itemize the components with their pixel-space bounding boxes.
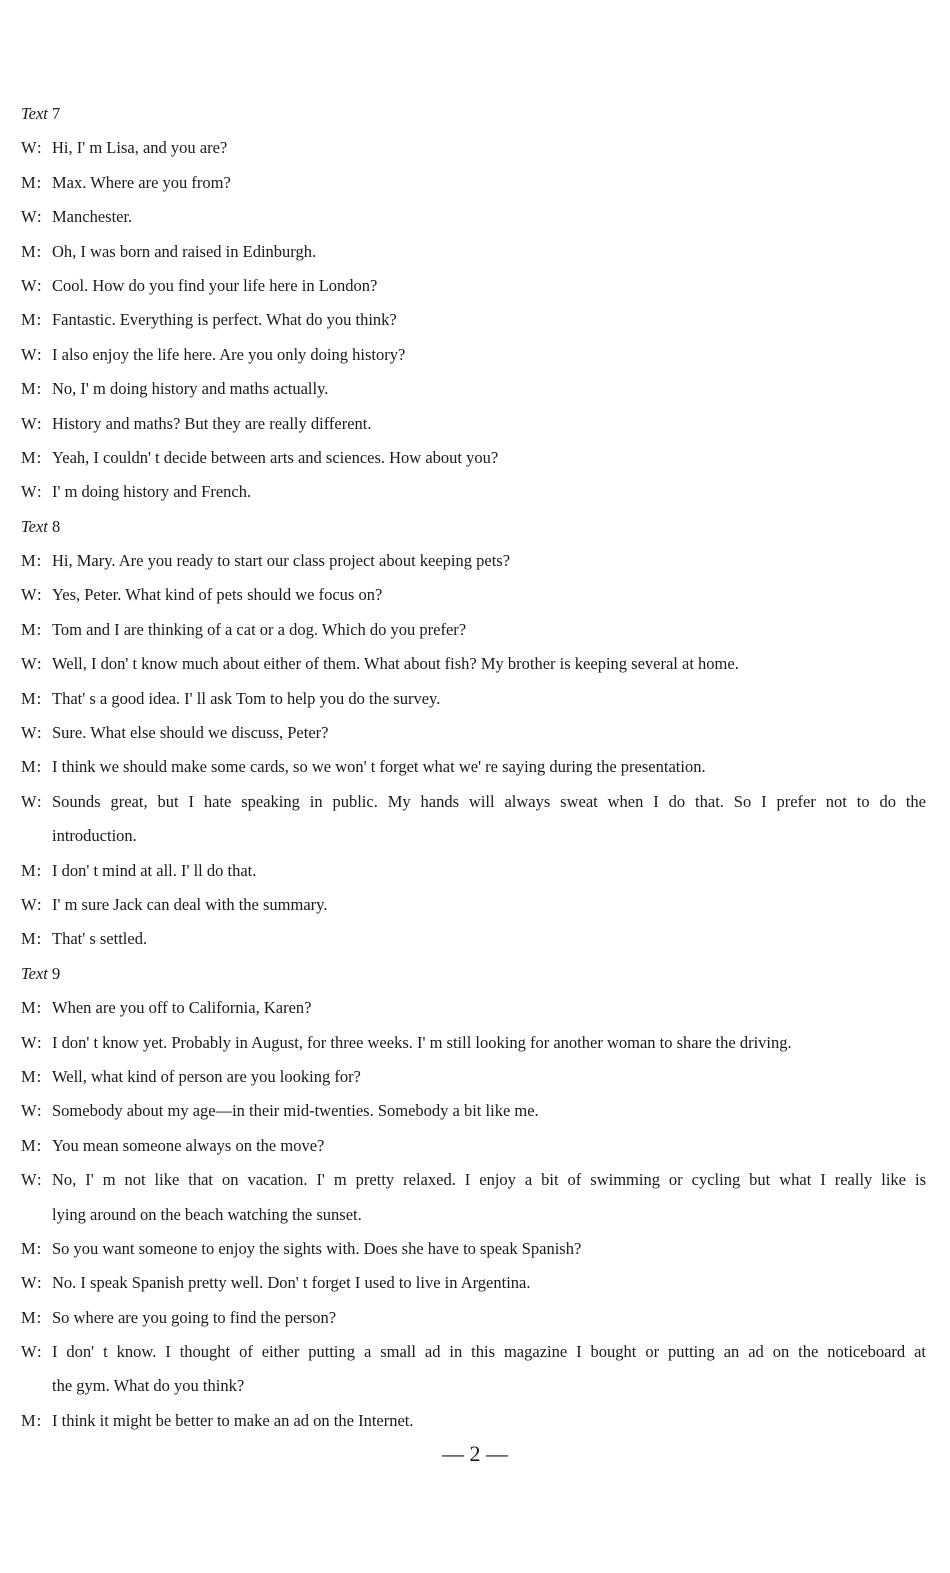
speaker-label: M: <box>21 551 43 571</box>
dialogue-line <box>0 303 950 337</box>
dialogue-text: History and maths? But they are really different. <box>52 413 372 433</box>
speaker-label: M: <box>21 757 43 777</box>
speaker-label: W: <box>21 585 43 605</box>
dialogue-text: No, I' m doing history and maths actually. <box>52 379 329 399</box>
dialogue-line <box>0 578 950 612</box>
speaker-label: W: <box>21 207 43 227</box>
speaker-label: W: <box>21 654 43 674</box>
speaker-label: W: <box>21 344 43 364</box>
section-title-label: Text <box>21 516 48 536</box>
dialogue-line <box>0 613 950 647</box>
dialogue-text: I think it might be better to make an ad on the Internet. <box>52 1410 414 1430</box>
speaker-label: M: <box>21 1307 43 1327</box>
dialogue-text: Oh, I was born and raised in Edinburgh. <box>52 241 317 261</box>
speaker-label: W: <box>21 791 43 811</box>
dialogue-text: Max. Where are you from? <box>52 172 231 192</box>
speaker-label: M: <box>21 860 43 880</box>
dialogue-line <box>0 1094 950 1128</box>
speaker-label: W: <box>21 723 43 743</box>
dialogue-line <box>0 854 950 888</box>
dialogue-line <box>0 475 950 509</box>
speaker-label: M: <box>21 619 43 639</box>
dialogue-line <box>0 269 950 303</box>
dialogue-text: I don' t mind at all. I' ll do that. <box>52 860 257 880</box>
dialogue-text: Tom and I are thinking of a cat or a dog. Which do you prefer? <box>52 619 467 639</box>
dialogue-text: I don' t know yet. Probably in August, for three weeks. I' m still looking for another woman to share the driving. <box>52 1032 792 1052</box>
dialogue-text: Hi, Mary. Are you ready to start our class project about keeping pets? <box>52 551 511 571</box>
section-title-label: Text <box>21 963 48 983</box>
dialogue-line <box>0 1335 950 1369</box>
dialogue-line <box>0 750 950 784</box>
dialogue-line <box>0 441 950 475</box>
dialogue-line <box>0 1129 950 1163</box>
speaker-label: M: <box>21 1238 43 1258</box>
section-title <box>0 97 950 131</box>
dialogue-line <box>0 235 950 269</box>
speaker-label: W: <box>21 894 43 914</box>
transcript-page <box>0 97 950 1438</box>
speaker-label: M: <box>21 998 43 1018</box>
dialogue-text: So where are you going to find the person? <box>52 1307 337 1327</box>
dialogue-text: No, I' m not like that on vacation. I' m pretty relaxed. I enjoy a bit of swimming or cycling but what I really like is <box>52 1170 926 1190</box>
dialogue-text: Sure. What else should we discuss, Peter? <box>52 723 329 743</box>
dialogue-text: Well, I don' t know much about either of them. What about fish? My brother is keeping several at home. <box>52 654 739 674</box>
dialogue-text: I' m sure Jack can deal with the summary. <box>52 894 328 914</box>
section-number: 8 <box>52 516 61 536</box>
dialogue-line <box>0 888 950 922</box>
dialogue-text: I think we should make some cards, so we won' t forget what we' re saying during the presentation. <box>52 757 706 777</box>
speaker-label: M: <box>21 1410 43 1430</box>
dialogue-text: Yes, Peter. What kind of pets should we focus on? <box>52 585 383 605</box>
dialogue-text: I don' t know. I thought of either putting a small ad in this magazine I bought or putting an ad on the noticeboard at <box>52 1342 926 1362</box>
dialogue-line <box>0 1163 950 1197</box>
dialogue-line <box>0 544 950 578</box>
dialogue-line <box>0 372 950 406</box>
speaker-label: M: <box>21 447 43 467</box>
speaker-label: M: <box>21 241 43 261</box>
speaker-label: W: <box>21 1170 43 1190</box>
dialogue-text: Cool. How do you find your life here in London? <box>52 275 378 295</box>
dialogue-text: Yeah, I couldn' t decide between arts and sciences. How about you? <box>52 447 499 467</box>
speaker-label: M: <box>21 1135 43 1155</box>
dialogue-text: When are you off to California, Karen? <box>52 998 312 1018</box>
dialogue-text: No. I speak Spanish pretty well. Don' t forget I used to live in Argentina. <box>52 1273 531 1293</box>
dialogue-line-continuation <box>0 1198 950 1232</box>
dialogue-line-continuation <box>0 819 950 853</box>
speaker-label: W: <box>21 1032 43 1052</box>
speaker-label: W: <box>21 1101 43 1121</box>
section-title <box>0 957 950 991</box>
dialogue-text: Somebody about my age—in their mid-twenties. Somebody a bit like me. <box>52 1101 539 1121</box>
dialogue-line <box>0 647 950 681</box>
dialogue-line <box>0 1232 950 1266</box>
dialogue-text: Fantastic. Everything is perfect. What do you think? <box>52 310 397 330</box>
page-number: — 2 — <box>442 1441 508 1466</box>
dialogue-text: I also enjoy the life here. Are you only doing history? <box>52 344 406 364</box>
dialogue-line <box>0 716 950 750</box>
section-title <box>0 510 950 544</box>
dialogue-line <box>0 338 950 372</box>
dialogue-line <box>0 200 950 234</box>
dialogue-text: That' s a good idea. I' ll ask Tom to help you do the survey. <box>52 688 441 708</box>
dialogue-text: Hi, I' m Lisa, and you are? <box>52 138 228 158</box>
dialogue-text: So you want someone to enjoy the sights with. Does she have to speak Spanish? <box>52 1238 582 1258</box>
dialogue-text: Manchester. <box>52 207 133 227</box>
speaker-label: M: <box>21 172 43 192</box>
dialogue-text: You mean someone always on the move? <box>52 1135 325 1155</box>
speaker-label: M: <box>21 929 43 949</box>
dialogue-line-continuation <box>0 1369 950 1403</box>
section-number: 7 <box>52 104 61 123</box>
speaker-label: M: <box>21 1066 43 1086</box>
dialogue-text: I' m doing history and French. <box>52 482 252 502</box>
dialogue-line <box>0 922 950 956</box>
section-title-label: Text <box>21 104 48 123</box>
dialogue-line <box>0 131 950 165</box>
speaker-label: M: <box>21 688 43 708</box>
dialogue-text-continuation: introduction. <box>52 826 137 846</box>
dialogue-line <box>0 991 950 1025</box>
dialogue-text: Sounds great, but I hate speaking in public. My hands will always sweat when I do that. So I prefer not to do the <box>52 791 926 811</box>
dialogue-line <box>0 1266 950 1300</box>
speaker-label: W: <box>21 1342 43 1362</box>
speaker-label: W: <box>21 1273 43 1293</box>
dialogue-line <box>0 1026 950 1060</box>
dialogue-line <box>0 682 950 716</box>
speaker-label: M: <box>21 379 43 399</box>
speaker-label: M: <box>21 310 43 330</box>
dialogue-text-continuation: the gym. What do you think? <box>52 1376 245 1396</box>
dialogue-text: That' s settled. <box>52 929 148 949</box>
dialogue-line <box>0 1060 950 1094</box>
dialogue-line <box>0 1404 950 1438</box>
dialogue-text-continuation: lying around on the beach watching the sunset. <box>52 1204 362 1224</box>
speaker-label: W: <box>21 482 43 502</box>
section-number: 9 <box>52 963 61 983</box>
dialogue-line <box>0 407 950 441</box>
dialogue-text: Well, what kind of person are you looking for? <box>52 1066 361 1086</box>
speaker-label: W: <box>21 138 43 158</box>
dialogue-line <box>0 1301 950 1335</box>
speaker-label: W: <box>21 413 43 433</box>
speaker-label: W: <box>21 275 43 295</box>
dialogue-line <box>0 785 950 819</box>
dialogue-line <box>0 166 950 200</box>
